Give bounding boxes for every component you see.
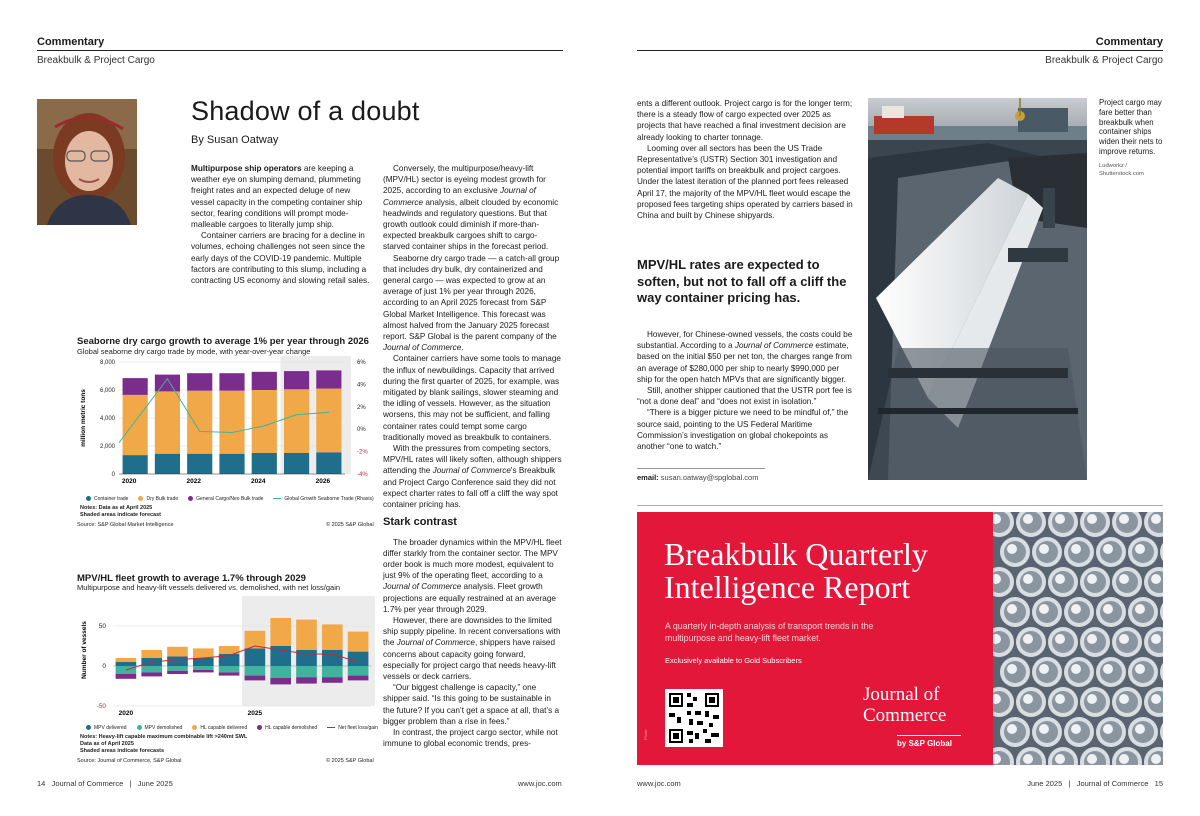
ad-brand-sub: by S&P Global: [897, 739, 952, 748]
pipe-end: [1160, 717, 1163, 747]
article-col-2: Conversely, the multipurpose/heavy-lift (MPV/HL) sector is eyeing modest growth for 2025, according to an exclusive Journal of Commerce analysis, albeit clouded by economic headwinds and regulatory questions. But that growth outlook could diminish if more-than-expected breakbulk cargoes shift to cargo-starved container ships in the forecast period. Seaborne dry cargo trade — a catch-all group that includes dry bulk, dry containerized and general cargo — was expected to grow at an average of just 1% per year through 2026, according to an April 2025 forecast from S&P Global Market Intelligence. This forecast was almost halved from the January 2025 forecast report. S&P Global is the parent company of the Journal of Commerce. Container carriers have some tools to manage the influx of newbuildings. Capacity that arrived during the first quarter of 2025, for example, was mitigated by blank sailings, slower steaming and the idling of vessels. However, as the situation worsens, this may not be sufficient, and falling container rates could tempt some cargo traditionally moved as breakbulk to containers. With the pressures from competing sectors, MPV/HL rates will likely soften, although shippers attending the Journal of Commerce's Breakbulk and Project Cargo Conference said they did not expect charter rates to fall off a cliff the way spot container pricing has. Stark contrast The broader dynamics within the MPV/HL fleet differ starkly from the container sector. The MPV order book is much more modest, equivalent to just 9% of the operating fleet, according to a Journal of Commerce analysis. Fleet growth projections are equally restrained at an average 1.7% per year through 2029. However, there are downsides to the limited ship supply pipeline. In recent conversations with the Journal of Commerce, shippers have raised concerns about capacity going forward, especially for project cargo that needs heavy-lift vessels or deck carriers. “Our biggest challenge is capacity,” one shipper said. “Is this going to be sustainable in the future? If you can’t get a space at all, that’s a bigger problem than a rise in fees.” In contrast, the project cargo sector, while not immune to global economic trends, pres-: [383, 164, 562, 749]
article-col-3b: However, for Chinese-owned vessels, the costs could be substantial. According to a Journal of Commerce estimate, based on the initial $50 per net ton, the charges range from an average of $280,000 per ship to nearly $990,000 per ship for the open hatch MPVs that are significantly bigger. Still, another shipper cautioned that the USTR port fee is “not a done deal” and “does not exist in isolation.” “There is a bigger picture we need to be mindful of,” the source said, pointing to the US Federal Maritime Commission’s investigation on global chokepoints as another “one to watch.”: [637, 330, 853, 452]
bar: [245, 648, 266, 666]
ad-photo: [993, 512, 1163, 765]
pipe-highlight: [1119, 574, 1129, 584]
pipe-highlight: [1055, 514, 1065, 524]
pipe-highlight: [1023, 634, 1033, 644]
pipe-highlight: [1055, 634, 1065, 644]
chart1-legend: [86, 496, 374, 502]
pipe-highlight: [1087, 754, 1097, 764]
y-tick-label: 50: [98, 623, 106, 630]
pipe-highlight: [1119, 754, 1129, 764]
x-tick-label: 2024: [251, 478, 266, 485]
bar: [245, 676, 266, 681]
bar: [167, 666, 188, 671]
footer-right: June 2025 | Journal of Commerce 15: [1027, 779, 1163, 788]
x-tick-label: 2020: [121, 478, 137, 485]
ad-exclusive: Exclusively available to Gold Subscribers: [665, 656, 802, 665]
bar: [316, 452, 341, 474]
pipe-highlight: [1151, 634, 1161, 644]
pipe-highlight: [1103, 724, 1113, 734]
pipe-highlight: [1039, 544, 1049, 554]
chart1-source: Source: S&P Global Market Intelligence: [77, 522, 174, 528]
bar: [348, 676, 369, 681]
chart1-notes: Notes: Data as at April 2025: [80, 505, 153, 511]
pipe-highlight: [1103, 604, 1113, 614]
bar: [270, 678, 291, 684]
ad-banner[interactable]: [637, 512, 993, 765]
bar: [167, 656, 188, 666]
pull-quote: MPV/HL rates are expected to soften, but not to fall off a cliff the way container pricing has.: [637, 257, 847, 305]
pipe-highlight: [1119, 514, 1129, 524]
pipe-end: [1160, 657, 1163, 687]
pipe-highlight: [1071, 724, 1081, 734]
bar: [296, 677, 317, 683]
pipe-highlight: [1103, 544, 1113, 554]
bar: [219, 672, 240, 675]
bar: [123, 395, 148, 455]
bar: [123, 378, 148, 395]
pipe-highlight: [1007, 724, 1017, 734]
y-axis-label: Number of vessels: [81, 621, 88, 679]
y2-tick-label: 0%: [357, 427, 366, 434]
pipe-highlight: [1039, 604, 1049, 614]
paragraph: Container carriers are bracing for a decline in volumes, echoing challenges not seen since the early days of the COVID-19 pandemic. Multiple factors are contributing to this slump, including a contracting US economy and slowing retail sales.: [191, 231, 370, 286]
y-tick-label: -50: [96, 703, 106, 710]
bar: [116, 674, 137, 679]
article-photo: [868, 98, 1087, 480]
section-label: Commentary: [1095, 36, 1163, 48]
bar: [245, 666, 266, 676]
headline: Shadow of a doubt: [191, 96, 420, 126]
chart1-notes: Shaded areas indicate forecast: [80, 512, 162, 518]
bar: [270, 618, 291, 646]
y2-tick-label: -2%: [357, 449, 368, 456]
section-label: Commentary: [37, 36, 105, 48]
bar: [252, 453, 277, 474]
bar: [167, 671, 188, 674]
bar: [296, 666, 317, 677]
y-tick-label: 0: [111, 472, 115, 478]
pipe-highlight: [1007, 544, 1017, 554]
qr-code-icon[interactable]: [665, 689, 723, 747]
bar: [141, 672, 162, 676]
pipe-highlight: [1087, 634, 1097, 644]
chart2-copyright: © 2025 S&P Global: [326, 758, 374, 764]
pipe-highlight: [1055, 574, 1065, 584]
bar: [193, 648, 214, 658]
bar: [141, 650, 162, 658]
y-tick-label: 0: [102, 663, 106, 670]
author-email[interactable]: email: susan.oatway@spglobal.com: [637, 473, 759, 482]
pipe-highlight: [1007, 604, 1017, 614]
footer-url[interactable]: www.joc.com: [637, 779, 681, 788]
y-tick-label: 6,000: [99, 388, 115, 394]
pipe-highlight: [1039, 664, 1049, 674]
bar: [284, 371, 309, 389]
y2-tick-label: -4%: [357, 472, 368, 478]
bar: [116, 658, 137, 662]
bar: [219, 391, 244, 454]
pipe-ends-graphic: [993, 512, 1163, 765]
photo-credit: Ludworkz / Shutterstock.com: [1099, 163, 1144, 177]
chart1-plot: [77, 356, 377, 488]
legend-item: Net fleet loss/gain: [327, 725, 378, 731]
pipe-highlight: [1087, 694, 1097, 704]
pipe-highlight: [1039, 724, 1049, 734]
bar: [219, 666, 240, 672]
legend-item: General Cargo/Neo Bulk trade: [188, 496, 263, 502]
legend-item: Dry Bulk trade: [138, 496, 178, 502]
bar: [187, 373, 212, 391]
pipe-highlight: [1071, 604, 1081, 614]
chart2-plot: [77, 596, 377, 722]
y2-tick-label: 2%: [357, 404, 366, 411]
pipe-end: [1160, 537, 1163, 567]
legend-item: Container trade: [86, 496, 128, 502]
pipe-highlight: [1151, 514, 1161, 524]
bar: [219, 373, 244, 391]
subhead: Stark contrast: [383, 516, 457, 529]
chart2-legend: [86, 725, 378, 731]
x-tick-label: 2022: [186, 478, 201, 485]
pipe-highlight: [1135, 544, 1145, 554]
subsection-label: Breakbulk & Project Cargo: [1045, 55, 1163, 66]
x-tick-label: 2026: [315, 478, 331, 485]
pipe-highlight: [1071, 544, 1081, 554]
pipe-end: [1160, 597, 1163, 627]
pipe-highlight: [1119, 634, 1129, 644]
pipe-highlight: [1119, 694, 1129, 704]
bar: [322, 666, 343, 677]
subsection-label: Breakbulk & Project Cargo: [37, 55, 155, 66]
chart1-title: Seaborne dry cargo growth to average 1% per year through 2026: [77, 336, 369, 347]
y-tick-label: 4,000: [99, 416, 115, 422]
x-tick-label: 2025: [247, 710, 263, 717]
bar: [252, 390, 277, 453]
bar: [284, 389, 309, 453]
bar: [316, 389, 341, 453]
pipe-highlight: [1103, 664, 1113, 674]
bar: [187, 454, 212, 474]
article-col-3: ents a different outlook. Project cargo is for the longer term; there is a steady flow of cargo expected over 2025 as projects that have reached a final investment decision are already looking to charter tonnage. Looming over all sectors has been the US Trade Representative’s (USTR) Section 301 investigation and potential import tariffs on breakbulk and project cargoes. Under the latest iteration of the planned port fees released April 17, the majority of the MPV/HL fleet would escape the proposed fees targeting ships operated by carriers based in China and built by Chinese shipyards.: [637, 99, 853, 221]
ad-description: A quarterly in-depth analysis of transport trends in the multipurpose and heavy-lift fleet market.: [665, 621, 874, 643]
pipe-highlight: [1055, 694, 1065, 704]
bar: [322, 650, 343, 666]
chart2-title: MPV/HL fleet growth to average 1.7% through 2029: [77, 573, 306, 584]
legend-item: HL capable demolished: [257, 725, 317, 731]
bar: [348, 666, 369, 676]
chart2-source: Source: Journal of Commerce, S&P Global: [77, 758, 182, 764]
lead-bold: Multipurpose ship operators: [191, 164, 302, 173]
pipe-highlight: [1135, 604, 1145, 614]
bar: [167, 647, 188, 657]
bar: [252, 372, 277, 390]
pipe-highlight: [1135, 724, 1145, 734]
bar: [219, 454, 244, 474]
ad-brand-logo: Journal of Commerce: [863, 684, 947, 726]
bar: [123, 455, 148, 474]
legend-item: MPV delivered: [86, 725, 127, 731]
bar: [296, 620, 317, 650]
author-photo: [37, 99, 137, 225]
chart2-notes: Shaded areas indicate forecasts: [80, 748, 165, 754]
y-axis-label: million metric tons: [80, 389, 87, 447]
bar: [270, 666, 291, 678]
bar: [348, 632, 369, 652]
bar: [155, 454, 180, 474]
bar: [193, 658, 214, 666]
photo-caption: Project cargo may fare better than breakbulk when container ships widen their nets to improve returns.: [1099, 98, 1163, 156]
legend-item: HL capable delivered: [192, 725, 247, 731]
pipe-highlight: [1023, 514, 1033, 524]
chart1-copyright: © 2025 S&P Global: [326, 522, 374, 528]
ad-side-label: Photo: [643, 729, 648, 740]
pipe-highlight: [1007, 664, 1017, 674]
legend-item: Global Growth Seaborne Trade (Rhaxis): [273, 496, 373, 502]
chart1-subtitle: Global seaborne dry cargo trade by mode, with year-over-year change: [77, 347, 311, 356]
x-tick-label: 2020: [118, 710, 134, 717]
chart2-notes: Data as of April 2025: [80, 741, 134, 747]
y2-tick-label: 6%: [357, 360, 366, 366]
chart2-notes: Notes: Heavy-lift capable maximum combinable lift >240mt SWL: [80, 734, 248, 740]
lead-text: are keeping a weather eye on slumping demand, plummeting freight rates and an expected deluge of new vessel capacity in the competing container ship sector, fearing conditions will prompt mode-malleable cargoes to literally jump ship.: [191, 164, 363, 230]
pipe-highlight: [1055, 754, 1065, 764]
bar: [155, 391, 180, 453]
bar: [187, 391, 212, 454]
pipe-highlight: [1087, 514, 1097, 524]
footer-left: 14 Journal of Commerce | June 2025: [37, 779, 173, 788]
pipe-highlight: [1023, 694, 1033, 704]
bar: [322, 677, 343, 683]
pipe-highlight: [1087, 574, 1097, 584]
bar: [348, 652, 369, 666]
pipe-highlight: [1151, 754, 1161, 764]
pipe-highlight: [1135, 664, 1145, 674]
legend-item: MPV demolished: [137, 725, 183, 731]
bar: [284, 453, 309, 474]
pipe-highlight: [1151, 694, 1161, 704]
footer-url[interactable]: www.joc.com: [518, 779, 562, 788]
bar: [116, 662, 137, 666]
pipe-highlight: [1023, 574, 1033, 584]
byline: By Susan Oatway: [191, 134, 279, 146]
ad-title: Breakbulk Quarterly Intelligence Report: [664, 536, 928, 605]
pipe-highlight: [1023, 754, 1033, 764]
bar: [322, 624, 343, 650]
pipe-highlight: [1151, 574, 1161, 584]
bar: [316, 370, 341, 388]
bar: [193, 670, 214, 672]
y2-tick-label: 4%: [357, 382, 366, 389]
article-col-1: [191, 163, 370, 286]
y-tick-label: 2,000: [99, 444, 115, 450]
bar: [141, 666, 162, 672]
bar: [193, 666, 214, 670]
chart2-subtitle: Multipurpose and heavy-lift vessels delivered vs. demolished, with net loss/gain: [77, 583, 341, 592]
bar: [155, 375, 180, 392]
y-tick-label: 8,000: [99, 360, 115, 366]
pipe-highlight: [1071, 664, 1081, 674]
